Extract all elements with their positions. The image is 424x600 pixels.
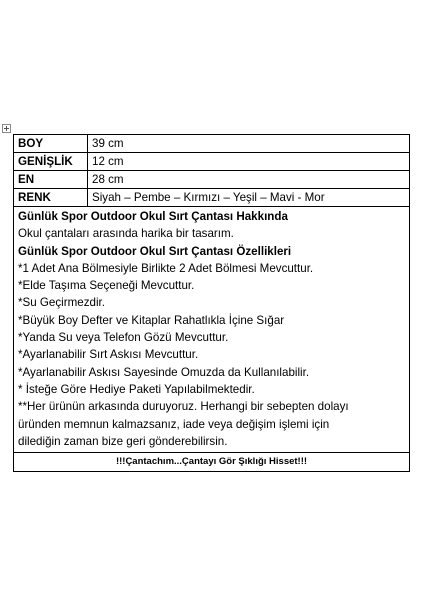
spec-value: 39 cm [88,135,410,153]
description-cell [14,207,410,453]
slogan-text: !!!Çantachım...Çantayı Gör Şıklığı Hisset!!! [14,453,410,472]
guarantee-line: üründen memnun kalmazsanız, iade veya değişim işlemi için [18,417,330,431]
spec-row-en [14,171,410,189]
feature-item: *Yanda Su veya Telefon Gözü Mevcuttur. [18,331,229,345]
spec-row-boy [14,135,410,153]
spec-value: Siyah – Pembe – Kırmızı – Yeşil – Mavi - Mor [88,189,410,207]
feature-item: *Ayarlanabilir Sırt Askısı Mevcuttur. [18,348,199,362]
feature-item: * İsteğe Göre Hediye Paketi Yapılabilmektedir. [18,382,255,396]
spec-row-renk [14,189,410,207]
description-row [14,207,410,453]
spec-row-genislik [14,153,410,171]
about-text: Okul çantaları arasında harika bir tasarım. [18,227,234,241]
table-move-handle-icon[interactable] [2,124,11,133]
feature-item: *Su Geçirmezdir. [18,296,105,310]
feature-item: *Elde Taşıma Seçeneği Mevcuttur. [18,279,195,293]
spec-label: GENİŞLİK [14,153,88,171]
feature-item: *Ayarlanabilir Askısı Sayesinde Omuzda da Kullanılabilir. [18,365,310,379]
spec-label: RENK [14,189,88,207]
feature-item: *1 Adet Ana Bölmesiyle Birlikte 2 Adet Bölmesi Mevcuttur. [18,261,314,275]
spec-label: EN [14,171,88,189]
features-heading: Günlük Spor Outdoor Okul Sırt Çantası Özellikleri [18,244,292,258]
spec-value: 12 cm [88,153,410,171]
spec-value: 28 cm [88,171,410,189]
about-heading: Günlük Spor Outdoor Okul Sırt Çantası Hakkında [18,210,288,223]
spec-label: BOY [14,135,88,153]
footer-row [14,453,410,472]
guarantee-line: **Her ürünün arkasında duruyoruz. Herhangi bir sebepten dolayı [18,400,349,414]
product-info-table [13,134,410,472]
feature-item: *Büyük Boy Defter ve Kitaplar Rahatlıkla İçine Sığar [18,313,285,327]
guarantee-line: dilediğin zaman bize geri gönderebilirsin. [18,434,228,448]
